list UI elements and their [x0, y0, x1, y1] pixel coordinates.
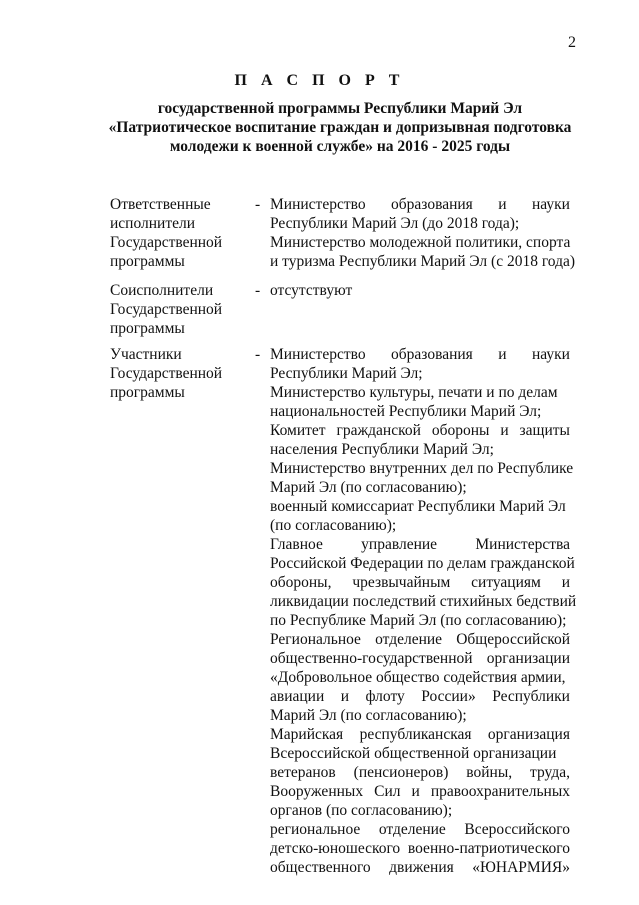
row-dash: -: [255, 196, 261, 213]
title-line: молодежи к военной службе» на 2016 - 2025 годы: [169, 138, 511, 155]
content-line: [270, 252, 576, 271]
content-word: Министерство молодежной политики, спорта: [270, 234, 571, 251]
content-word: Республики Марий Эл;: [270, 365, 423, 382]
content-line: [270, 592, 577, 611]
title-line: «Патриотическое воспитание граждан и допризывная подготовка: [108, 119, 572, 136]
content-word: войны,: [466, 764, 513, 781]
content-word: флоту: [365, 688, 405, 705]
content-word: авиации: [270, 688, 325, 705]
content-word: Всероссийского: [464, 821, 570, 838]
content-line: [270, 668, 570, 687]
content-word: Вооруженных: [270, 783, 364, 800]
content-line: [270, 839, 570, 858]
content-word: и: [340, 688, 350, 705]
content-word: обороны,: [270, 574, 332, 591]
content-word: науки: [532, 346, 570, 363]
content-line: [270, 281, 570, 300]
content-line: [270, 858, 570, 877]
content-word: Республики: [492, 688, 570, 705]
row-dash: -: [255, 282, 261, 299]
content-line: [270, 402, 570, 421]
content-word: и: [498, 196, 507, 213]
content-word: (пенсионеров): [353, 764, 449, 781]
content-word: и: [561, 574, 570, 591]
content-word: и туризма Республики Марий Эл (с 2018 года): [270, 253, 576, 270]
content-line: [270, 214, 570, 233]
content-word: Комитет: [270, 422, 326, 439]
content-line: [270, 820, 570, 839]
row-label-line: Государственной: [110, 301, 223, 318]
content-line: [270, 630, 570, 649]
content-word: и: [500, 422, 509, 439]
content-line: [270, 744, 570, 763]
row-content: [270, 345, 577, 877]
row-dash: -: [255, 346, 261, 363]
row-content: [270, 195, 576, 271]
row-label-line: Государственной: [110, 365, 223, 382]
content-line: [270, 345, 570, 364]
content-word: по Республике Марий Эл (по согласованию);: [270, 612, 567, 629]
content-word: отделение: [375, 631, 443, 648]
content-word: (по согласованию);: [270, 517, 397, 534]
content-word: защиты: [519, 422, 570, 439]
content-line: [270, 725, 570, 744]
content-word: ликвидации последствий стихийных бедствий: [270, 593, 577, 610]
content-line: [270, 459, 574, 478]
title-line: государственной программы Республики Марий Эл: [157, 100, 523, 117]
content-word: органов (по согласованию);: [270, 802, 453, 819]
program-title: [100, 99, 580, 156]
content-word: правоохранительных: [430, 783, 570, 800]
content-word: Министерство внутренних дел по Республике: [270, 460, 574, 477]
content-word: труда,: [530, 764, 570, 781]
row-label-line: Участники: [110, 346, 182, 363]
content-line: [270, 195, 570, 214]
content-word: организация: [487, 726, 570, 743]
content-word: России»: [421, 688, 476, 705]
content-word: общественно-государственной: [270, 650, 473, 667]
document-heading: П А С П О Р Т: [234, 72, 405, 89]
content-word: чрезвычайным: [352, 574, 451, 591]
content-word: Главное: [270, 536, 323, 553]
content-line: [270, 801, 570, 820]
content-word: населения Республики Марий Эл;: [270, 441, 494, 458]
content-word: организации: [486, 650, 570, 667]
content-word: военный комиссариат Республики Марий Эл: [270, 498, 566, 515]
content-word: движения: [389, 859, 454, 876]
content-word: региональное: [270, 821, 361, 838]
content-line: [270, 649, 570, 668]
page-number: 2: [568, 34, 576, 51]
content-line: [270, 440, 570, 459]
content-word: отделение: [378, 821, 446, 838]
content-word: «ЮНАРМИЯ»: [472, 859, 570, 876]
row-label: [110, 195, 252, 271]
content-line: [270, 535, 570, 554]
row-label-line: Соисполнители: [110, 282, 214, 299]
content-line: [270, 516, 570, 535]
content-word: ситуациям: [471, 574, 541, 591]
content-line: [270, 687, 570, 706]
row-content: [270, 281, 570, 300]
content-line: [270, 364, 570, 383]
content-word: управление: [361, 536, 438, 553]
content-word: отсутствуют: [270, 282, 353, 299]
content-line: [270, 497, 570, 516]
row-label-line: исполнители: [110, 215, 196, 232]
content-word: Марий Эл (по согласованию);: [270, 479, 467, 496]
content-line: [270, 763, 570, 782]
content-word: образования: [391, 196, 473, 213]
content-word: республиканская: [359, 726, 472, 743]
content-word: Министерство культуры, печати и по делам: [270, 384, 558, 401]
row-label: [110, 281, 252, 338]
content-line: [270, 782, 570, 801]
row-label-line: программы: [110, 320, 185, 337]
content-line: [270, 573, 570, 592]
content-word: и: [498, 346, 507, 363]
row-label-line: программы: [110, 384, 185, 401]
content-line: [270, 478, 570, 497]
content-word: Общероссийской: [456, 631, 570, 648]
content-line: [270, 383, 570, 402]
row-label: [110, 345, 252, 402]
content-word: Министерства: [475, 536, 570, 553]
content-word: обороны: [431, 422, 490, 439]
content-word: «Добровольное общество содействия армии,: [270, 669, 566, 686]
content-word: национальностей Республики Марий Эл;: [270, 403, 542, 420]
content-word: военно-патриотического: [407, 840, 570, 857]
content-word: Сил: [374, 783, 401, 800]
content-word: образования: [391, 346, 473, 363]
content-line: [270, 611, 570, 630]
content-word: детско-юношеского: [270, 840, 401, 857]
content-line: [270, 554, 575, 573]
content-word: Республики Марий Эл (до 2018 года);: [270, 215, 520, 232]
row-label-line: программы: [110, 253, 185, 270]
content-word: ветеранов: [270, 764, 336, 781]
row-label-line: Ответственные: [110, 196, 211, 213]
content-line: [270, 421, 570, 440]
content-word: Марийская: [270, 726, 344, 743]
content-word: Министерство: [270, 196, 366, 213]
content-word: Всероссийской общественной организации: [270, 745, 557, 762]
row-label-line: Государственной: [110, 234, 223, 251]
content-line: [270, 706, 570, 725]
content-word: и: [411, 783, 420, 800]
content-word: гражданской: [336, 422, 421, 439]
content-word: Российской Федерации по делам гражданской: [270, 555, 575, 572]
content-word: Министерство: [270, 346, 366, 363]
content-line: [270, 233, 570, 252]
content-word: Марий Эл (по согласованию);: [270, 707, 467, 724]
content-word: науки: [532, 196, 570, 213]
content-word: общественного: [270, 859, 371, 876]
content-word: Региональное: [270, 631, 361, 648]
